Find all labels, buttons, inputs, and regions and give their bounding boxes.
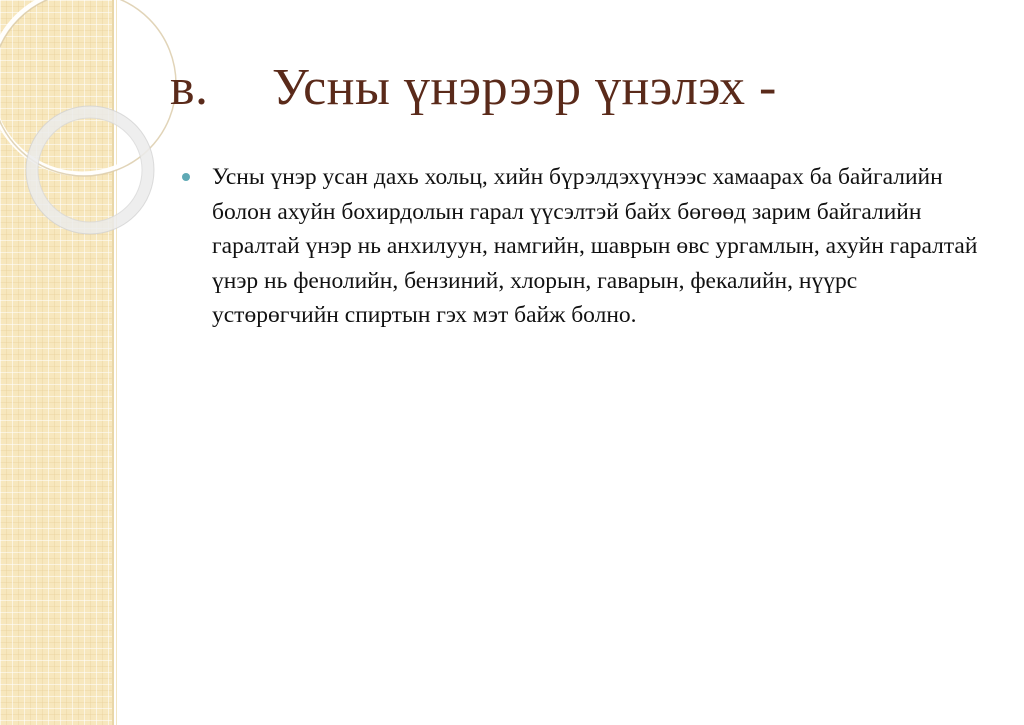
bullet-text: Усны үнэр усан дахь хольц, хийн бүрэлдэхүүнээс хамаарах ба байгалийн болон ахуйн бохирдолын гарал үүсэлтэй байх бөгөөд зарим байгалийн гаралтай үнэр нь анхилуун, намгийн, шаврын өвс ургамлын, ахуйн гаралтай үнэр нь фенолийн, бензиний, хлорын, гаварын, фекалийн, нүүрс устөрөгчийн спиртын гэх мэт байж болно. (212, 164, 978, 328)
title-text: Усны үнэрээр үнэлэх - (272, 59, 777, 116)
bullet-list (182, 160, 982, 333)
title-number: в. (170, 59, 209, 116)
decorative-rings (0, 0, 180, 260)
bullet-dot-icon (182, 173, 190, 181)
bullet-item (182, 160, 982, 333)
slide-title (170, 58, 777, 117)
